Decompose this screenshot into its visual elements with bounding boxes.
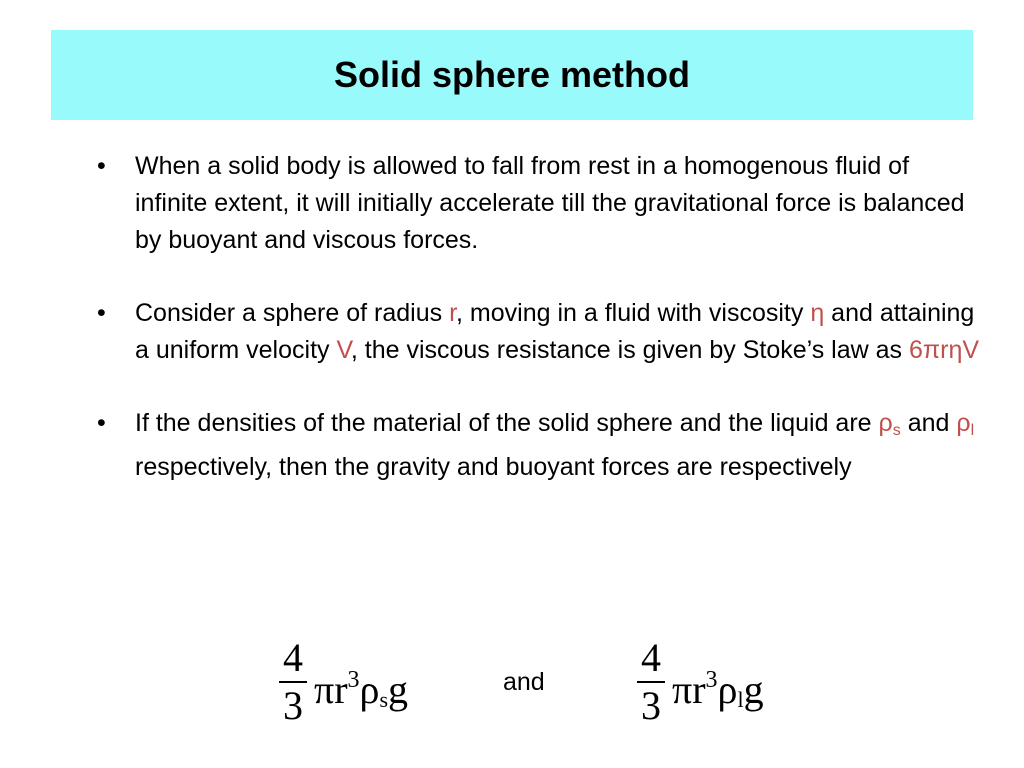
bullet-list bbox=[95, 148, 985, 486]
bullet-item bbox=[95, 148, 985, 259]
bullet-text: , moving in a fluid with viscosity bbox=[456, 299, 811, 327]
expression: $\pi r^3\rho sg$ bbox=[314, 667, 409, 712]
stokes-formula: 6πrηV bbox=[909, 336, 980, 364]
numerator: 4 bbox=[283, 635, 303, 680]
bullet-icon: • bbox=[97, 299, 106, 327]
bullet-text: When a solid body is allowed to fall from rest in a homogenous fluid of infinite extent, it will initially accelerate till the gravitational force is balanced by buoyant and viscous forces. bbox=[135, 152, 965, 254]
bullet-text: If the densities of the material of the solid sphere and the liquid are bbox=[135, 409, 879, 437]
slide-title: Solid sphere method bbox=[333, 54, 691, 95]
bullet-item bbox=[95, 405, 985, 486]
title-bar bbox=[51, 30, 973, 120]
expression: $\pi r^3\rho\lg$ bbox=[672, 667, 764, 712]
bullet-item bbox=[95, 295, 985, 369]
denominator: 3 bbox=[641, 683, 661, 728]
bullet-icon: • bbox=[97, 409, 106, 437]
velocity-symbol: V bbox=[336, 336, 351, 364]
bullet-icon: • bbox=[97, 152, 106, 180]
fraction bbox=[278, 636, 308, 728]
viscosity-symbol: η bbox=[810, 299, 825, 327]
density-symbol-liquid: $\rho_l$ bbox=[956, 409, 975, 439]
bullet-text: and bbox=[900, 409, 957, 437]
fraction bbox=[636, 636, 666, 728]
denominator: 3 bbox=[283, 683, 303, 728]
bullet-text: and attaining a uniform velocity bbox=[135, 299, 975, 364]
bullet-text: respectively, then the gravity and buoyant forces are respectively bbox=[135, 453, 852, 481]
density-symbol-solid: $\rho_s$ bbox=[878, 409, 901, 439]
bullet-text: , the viscous resistance is given by Stoke’s law as bbox=[350, 336, 909, 364]
numerator: 4 bbox=[641, 635, 661, 680]
and-label: and bbox=[503, 668, 545, 696]
bullet-text: Consider a sphere of radius bbox=[135, 299, 450, 327]
radius-symbol: r bbox=[449, 299, 457, 327]
